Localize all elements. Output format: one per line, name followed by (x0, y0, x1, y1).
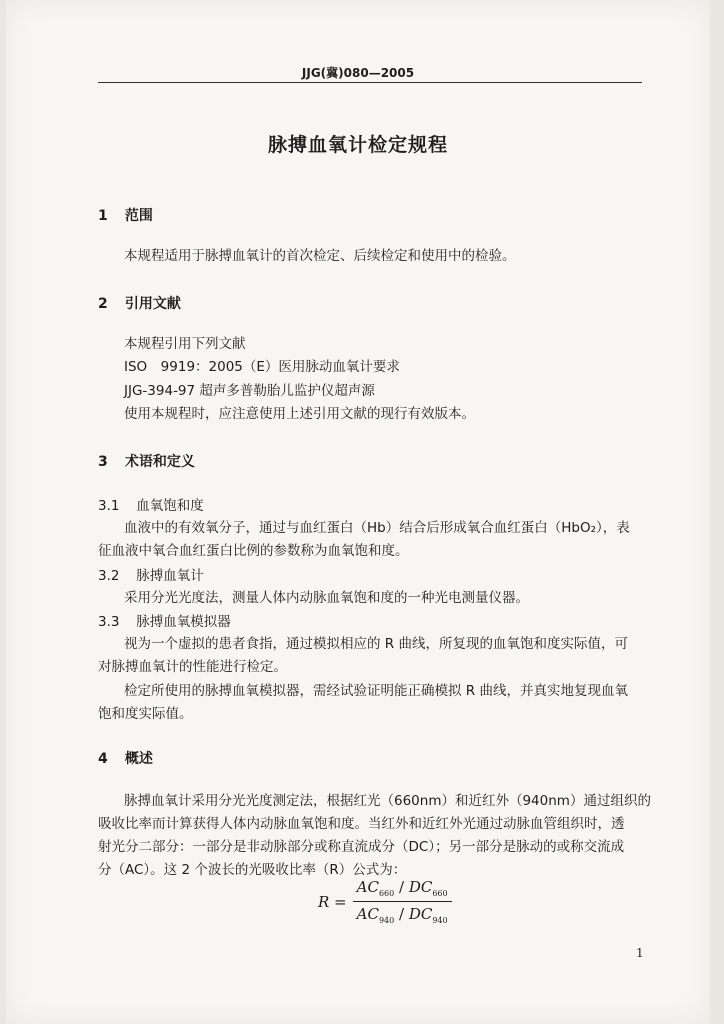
paragraph-line: 视为一个虚拟的患者食指，通过模拟相应的 R 曲线，所复现的血氧饱和度实际值，可 (124, 636, 628, 652)
section-title: 范围 (124, 208, 153, 224)
formula-denominator (353, 902, 452, 925)
subsection-number: 3.3 (98, 614, 120, 630)
paragraph-line: 射光分二部分：一部分是非动脉部分或称直流成分（DC）；另一部分是脉动的或称交流成 (98, 839, 625, 855)
formula-operator: / (394, 878, 409, 896)
formula-term: DC (408, 905, 433, 923)
reference-line: 使用本规程时，应注意使用上述引用文献的现行有效版本。 (124, 406, 475, 422)
paragraph-line: 对脉搏血氧计的性能进行检定。 (98, 659, 287, 675)
formula-subscript: 660 (378, 889, 395, 898)
formula-subscript: 940 (432, 916, 448, 925)
formula-operator: / (394, 905, 409, 923)
reference-line: 本规程引用下列文献 (124, 336, 246, 352)
absorption-ratio-formula (318, 878, 452, 925)
section-number: 2 (98, 296, 108, 312)
formula-term: AC (356, 905, 379, 923)
formula-term: AC (356, 878, 379, 896)
section-3-heading (98, 451, 195, 471)
paragraph-line: 吸收比率而计算获得人体内动脉血氧饱和度。当红外和近红外光通过动脉血管组织时，透 (98, 816, 625, 832)
subsection-title: 血氧饱和度 (136, 498, 204, 514)
paragraph-line: 分（AC）。这 2 个波长的光吸收比率（R）公式为： (98, 862, 407, 878)
subsection-3-3-heading (98, 610, 231, 630)
paragraph-line: 脉搏血氧计采用分光光度测定法，根据红光（660nm）和近红外（940nm）通过组织的 (124, 793, 651, 809)
document-page (6, 0, 710, 1024)
paragraph-line: 检定所使用的脉搏血氧模拟器，需经试验证明能正确模拟 R 曲线，并真实地复现血氧 (124, 683, 628, 699)
subsection-title: 脉搏血氧模拟器 (136, 614, 231, 630)
paragraph-line: 征血液中氧合血红蛋白比例的参数称为血氧饱和度。 (98, 543, 409, 559)
formula-term: DC (408, 878, 433, 896)
subsection-number: 3.2 (98, 568, 120, 584)
subsection-number: 3.1 (98, 498, 120, 514)
subsection-3-1-heading (98, 494, 204, 514)
paragraph-line: 采用分光光度法，测量人体内动脉血氧饱和度的一种光电测量仪器。 (124, 590, 529, 606)
section-number: 4 (98, 751, 108, 767)
formula-subscript: 660 (432, 889, 448, 898)
reference-line: ISO 9919：2005（E）医用脉动血氧计要求 (124, 359, 400, 375)
paragraph-line: 血液中的有效氧分子，通过与血红蛋白（Hb）结合后形成氧合血红蛋白（HbO₂），表 (124, 520, 630, 536)
document-title: 脉搏血氧计检定规程 (267, 134, 448, 156)
page-number: 1 (636, 946, 644, 960)
section-1-heading (98, 205, 153, 225)
reference-line: JJG-394-97 超声多普勒胎儿监护仪超声源 (124, 383, 375, 399)
section-2-heading (98, 293, 181, 313)
formula-numerator (353, 878, 452, 902)
formula-lhs: R = (318, 892, 347, 911)
section-number: 3 (98, 454, 108, 470)
formula-fraction (353, 878, 452, 925)
subsection-3-2-heading (98, 564, 204, 584)
header-rule (98, 82, 642, 83)
section-1-text: 本规程适用于脉搏血氧计的首次检定、后续检定和使用中的检验。 (124, 248, 516, 264)
section-4-heading (98, 748, 153, 768)
section-title: 概述 (124, 751, 153, 767)
paragraph-line: 饱和度实际值。 (98, 706, 193, 722)
formula-subscript: 940 (378, 916, 395, 925)
subsection-title: 脉搏血氧计 (136, 568, 204, 584)
standard-code: JJG(冀)080—2005 (301, 66, 415, 80)
section-title: 术语和定义 (124, 454, 195, 470)
section-title: 引用文献 (124, 296, 181, 312)
section-number: 1 (98, 208, 108, 224)
